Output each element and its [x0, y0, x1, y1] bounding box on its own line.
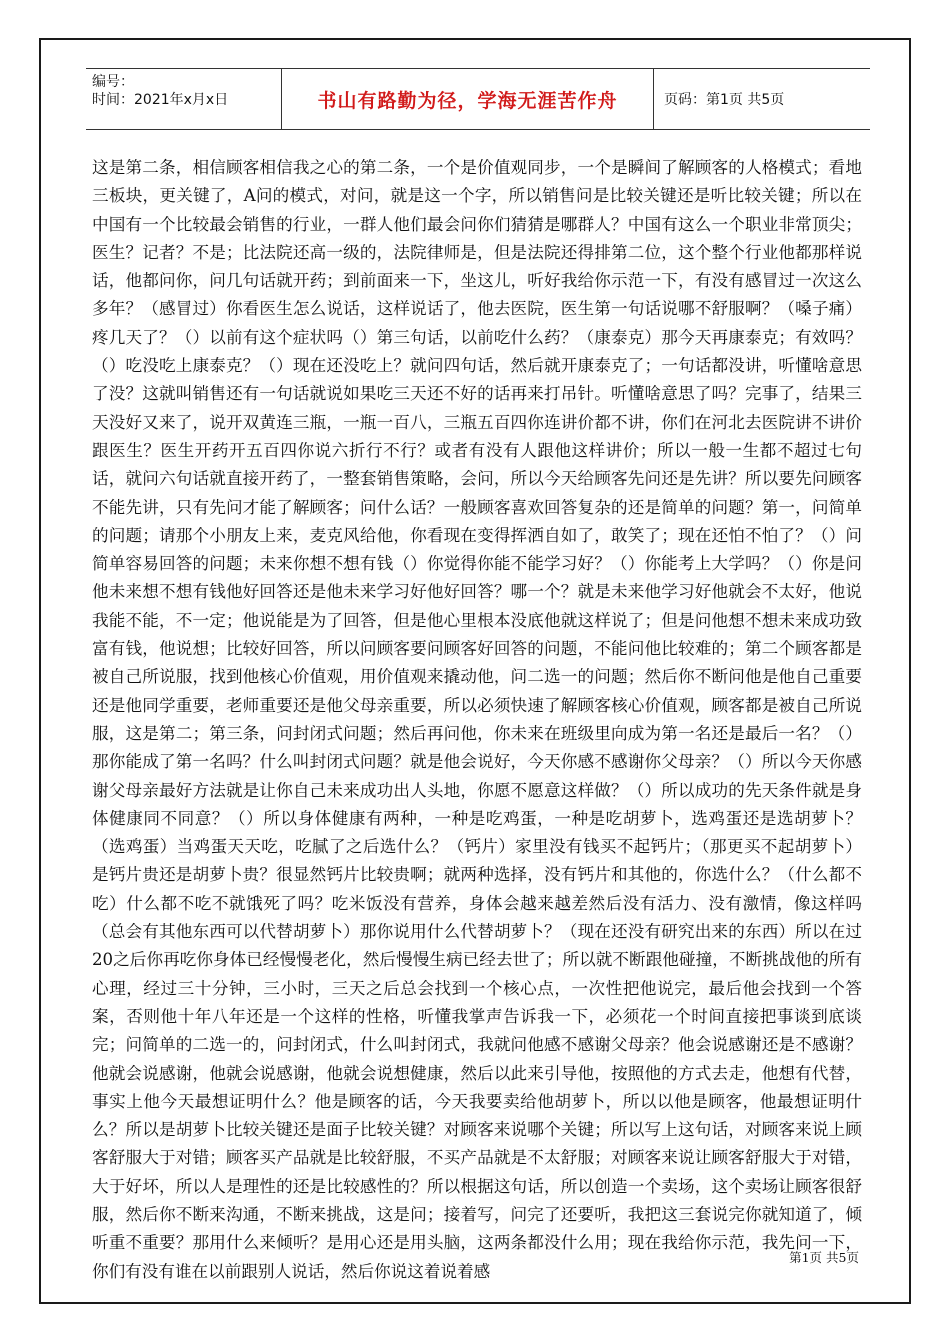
body-paragraph: 这是第二条，相信顾客相信我之心的第二条，一个是价值观同步，一个是瞬间了解顾客的人格模式；看地三板块，更关键了，A问的模式，对问，就是这一个字，所以销售问是比较关键还是听比较关键；所以在中国有一个比较最会销售的行业，一群人他们最会问你们猜猜是哪群人？中国有这么一个职业非常顶尖；医生？记者？不是；比法院还高一级的，法院律师是，但是法院还得排第二位，这个整个行业他都那样说话，他都问你，问几句话就开药；到前面来一下，坐这儿，听好我给你示范一下，有没有感冒过一次这么多年？（感冒过）你看医生怎么说话，这样说话了，他去医院，医生第一句话说哪不舒服啊？（嗓子痛）疼几天了？（）以前有这个症状吗（）第三句话，以前吃什么药？（康泰克）那今天再康泰克；有效吗？（）吃没吃上康泰克？（）现在还没吃上？就问四句话，然后就开康泰克了；一句话都没讲，听懂啥意思了没？这就叫销售还有一句话就说如果吃三天还不好的话再来打吊针。听懂啥意思了吗？完事了，结果三天没好又来了，说开双黄连三瓶，一瓶一百八，三瓶五百四你连讲价都不讲，你们在河北去医院讲不讲价跟医生？医生开药开五百四你说六折行不行？或者有没有人跟他这样讲价；所以一般一生都不超过七句话，就问六句话就直接开药了，一整套销售策略，会问，所以今天给顾客先问还是先讲？所以要先问顾客不能先讲，只有先问才能了解顾客；问什么话？一般顾客喜欢回答复杂的还是简单的问题？第一，问简单的问题；请那个小朋友上来，麦克风给他，你看现在变得挥洒自如了，敢笑了；现在还怕不怕了？（）问简单容易回答的问题；未来你想不想有钱（）你觉得你能不能学习好？（）你能考上大学吗？（）你是问他未来想不想有钱他好回答还是他未来学习好他好回答？哪一个？就是未来他学习好他就会不太好，他说我能不能，不一定；他说能是为了回答，但是他心里根本没底他就这样说了；但是问他想不想未来成功致富有钱，他说想；比较好回答，所以问顾客要问顾客好回答的问题，不能问他比较难的；第二个顾客都是被自己所说服，找到他核心价值观，用价值观来撬动他，问二选一的问题；然后你不断问他是他自己重要还是他同学重要，老师重要还是他父母亲重要，所以必须快速了解顾客核心价值观，顾客都是被自己所说服，这是第二；第三条，问封闭式问题；然后再问他，你未来在班级里向成为第一名还是最后一名？（）那你能成了第一名吗？什么叫封闭式问题？就是他会说好，今天你感不感谢你父母亲？（）所以今天你感谢父母亲最好方法就是让你自己未来成功出人头地，你愿不愿意这样做？（）所以成功的先天条件就是身体健康同不同意？（）所以身体健康有两种，一种是吃鸡蛋，一种是吃胡萝卜，选鸡蛋还是选胡萝卜？（选鸡蛋）当鸡蛋天天吃，吃腻了之后选什么？（钙片）家里没有钱买不起钙片；（那更买不起胡萝卜）是钙片贵还是胡萝卜贵？很显然钙片比较贵啊；就两种选择，没有钙片和其他的，你选什么？（什么都不吃）什么都不吃不就饿死了吗？吃米饭没有营养，身体会越来越差然后没有活力、没有激情，像这样吗（总会有其他东西可以代替胡萝卜）那你说用什么代替胡萝卜？（现在还没有研究出来的东西）所以在过20之后你再吃你身体已经慢慢老化，然后慢慢生病已经去世了；所以就不断跟他碰撞，不断挑战他的所有心理，经过三十分钟，三小时，三天之后总会找到一个核心点，一次性把他说完，最后他会找到一个答案，否则他十年八年还是一个这样的性格，听懂我掌声告诉我一下，必须花一个时间直接把事谈到底谈完；问简单的二选一的，问封闭式，什么叫封闭式，我就问他感不感谢父母亲？他会说感谢还是不感谢？他就会说感谢，他就会说感谢，他就会说想健康，然后以此来引导他，按照他的方式去走，他想有代替，事实上他今天最想证明什么？他是顾客的话，今天我要卖给他胡萝卜，所以以他是顾客，他最想证明什么？所以是胡萝卜比较关键还是面子比较关键？对顾客来说哪个关键；所以写上这句话，对顾客来说上顾客舒服大于对错；顾客买产品就是比较舒服，不买产品就是不太舒服；对顾客来说让顾客舒服大于对错，大于好坏，所以人是理性的还是比较感性的？所以根据这句话，所以创造一个卖场，这个卖场让顾客很舒服，然后你不断来沟通，不断来挑战，这是问；接着写，问完了还要听，我把这三套说完你就知道了，倾听重不重要？那用什么来倾听？是用心还是用头脑，这两条都没什么用；现在我给你示范，我先问一下，你们有没有谁在以前跟别人说话，然后你说这着说着感 [92, 158, 862, 1281]
document-date: 时间：2021年x月x日 [92, 92, 229, 108]
motto: 书山有路勤为径，学海无涯苦作舟 [317, 89, 618, 112]
header-motto-cell [282, 69, 654, 129]
header-page-cell [654, 69, 870, 129]
page-header [86, 68, 870, 130]
footer-page-number: 第1页 共5页 [789, 1250, 859, 1265]
document-number: 编号： [92, 74, 134, 90]
header-meta [86, 69, 282, 129]
page-number: 页码：第1页 共5页 [664, 92, 785, 108]
